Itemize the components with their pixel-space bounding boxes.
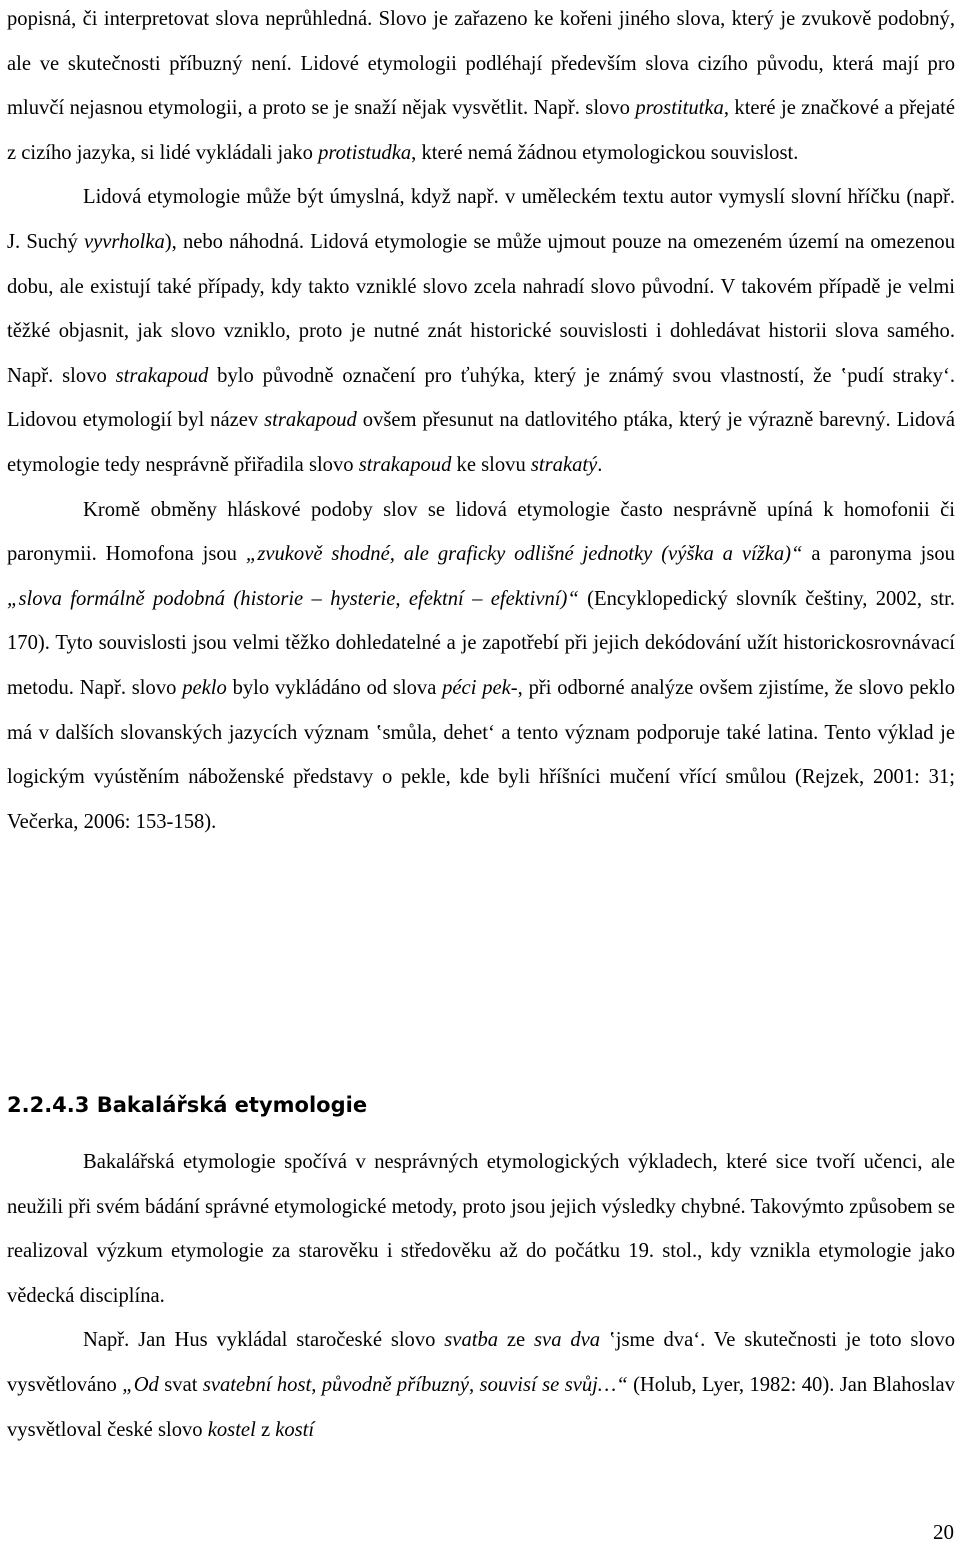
section-heading: 2.2.4.3 Bakalářská etymologie [7, 1093, 368, 1117]
paragraph: Např. Jan Hus vykládal staročeské slovo svatba ze sva dva ‛jsme dva‘. Ve skutečnosti je toto slovo vysvětlováno „Od svat svatební host, původně příbuzný, souvisí se svůj…“ (Holub, Lyer, 1982: 40). Jan Blahoslav vysvětloval české slovo kostel z kostí [7, 1329, 955, 1441]
page-number: 20 [933, 1520, 954, 1544]
paragraph: Lidová etymologie může být úmyslná, když např. v uměleckém textu autor vymyslí slovní hříčku (např. J. Suchý vyvrholka), nebo náhodná. Lidová etymologie se může ujmout pouze na omezeném území na omezenou dobu, ale existují také případy, kdy takto vzniklé slovo zcela nahradí slovo původní. V takovém případě je velmi těžké objasnit, jak slovo vzniklo, proto je nutné znát historické souvislosti i dohledávat historii slova samého. Např. slovo strakapoud bylo původně označení pro ťuhýka, který je známý svou vlastností, že ‛pudí straky‘. Lidovou etymologií byl název strakapoud ovšem přesunut na datlovitého ptáka, který je výrazně barevný. Lidová etymologie tedy nesprávně přiřadila slovo strakapoud ke slovu strakatý. [7, 186, 955, 476]
paragraph: Kromě obměny hláskové podoby slov se lidová etymologie často nesprávně upíná k homofonii či paronymii. Homofona jsou „zvukově shodné, ale graficky odlišné jednotky (výška a vížka)“ a paronyma jsou „slova formálně podobná (historie – hysterie, efektní – efektivní)“ (Encyklopedický slovník češtiny, 2002, str. 170). Tyto souvislosti jsou velmi těžko dohledatelné a je zapotřebí při jejich dekódování užít historickosrovnávací metodu. Např. slovo peklo bylo vykládáno od slova péci pek-, při odborné analýze ovšem zjistíme, že slovo peklo má v dalších slovanských jazycích význam ‛smůla, dehet‘ a tento význam podporuje také latina. Tento výklad je logickým vyústěním náboženské představy o pekle, kde byli hříšníci mučení vřící smůlou (Rejzek, 2001: 31; Večerka, 2006: 153-158). [7, 498, 955, 833]
body-text-section-2 [7, 1140, 955, 1452]
paragraph: popisná, či interpretovat slova neprůhledná. Slovo je zařazeno ke kořeni jiného slova, který je zvukově podobný, ale ve skutečnosti příbuzný není. Lidové etymologii podléhají především slova cizího původu, která mají pro mluvčí nejasnou etymologii, a proto se je snaží nějak vysvětlit. Např. slovo prostitutka, které je značkové a přejaté z cizího jazyka, si lidé vykládali jako protistudka, které nemá žádnou etymologickou souvislost. [7, 8, 955, 164]
paragraph: Bakalářská etymologie spočívá v nesprávných etymologických výkladech, které sice tvoří učenci, ale neužili při svém bádání správné etymologické metody, proto jsou jejich výsledky chybné. Takovýmto způsobem se realizoval výzkum etymologie za starověku i středověku až do počátku 19. stol., kdy vznikla etymologie jako vědecká disciplína. [7, 1151, 955, 1307]
body-text-section-1 [7, 0, 955, 844]
